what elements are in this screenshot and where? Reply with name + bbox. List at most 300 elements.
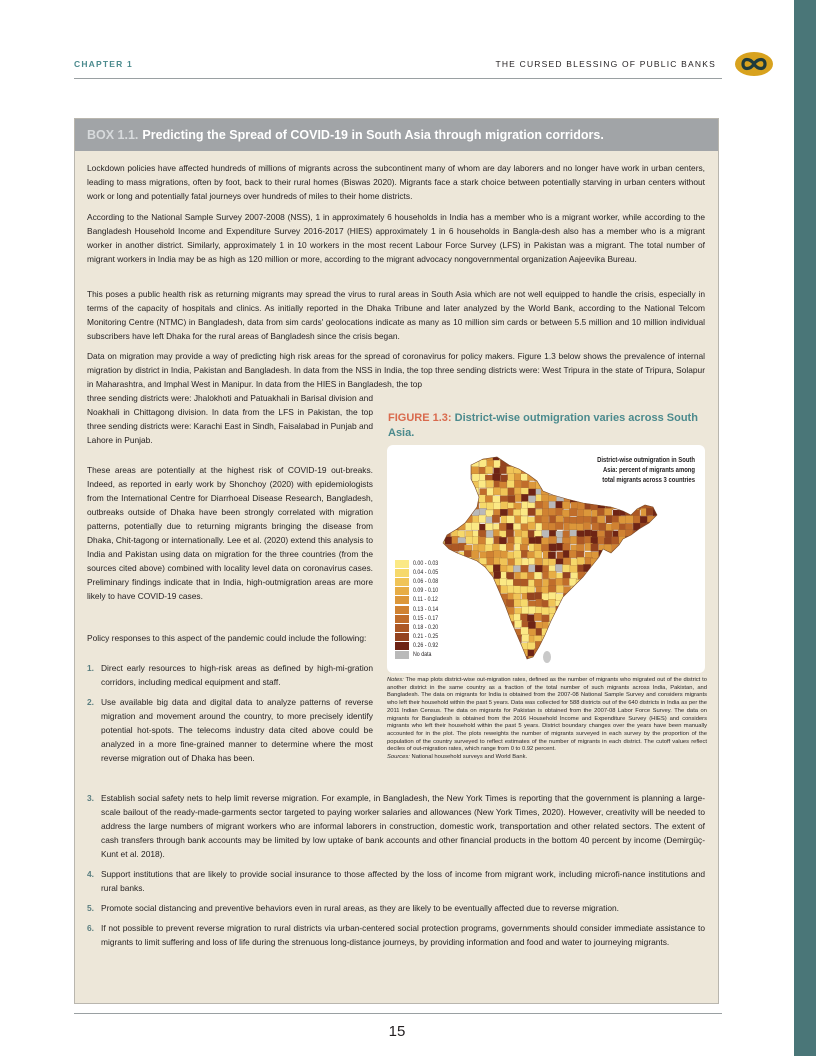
district-cell [654, 606, 662, 614]
district-cell [548, 473, 556, 481]
district-cell [501, 502, 509, 510]
district-cell [478, 537, 486, 545]
legend-swatch [395, 651, 409, 659]
district-cell [521, 579, 529, 587]
district-cell [542, 466, 550, 474]
district-cell [465, 572, 473, 580]
district-cell [604, 566, 612, 574]
district-cell [549, 579, 557, 587]
district-cell [661, 572, 669, 580]
district-cell [639, 648, 647, 656]
district-cell [612, 662, 620, 670]
district-cell [486, 656, 494, 664]
district-cell [592, 592, 600, 600]
district-cell [597, 614, 605, 622]
district-cell [485, 545, 493, 553]
district-cell [444, 516, 452, 524]
district-cell [494, 550, 502, 558]
district-cell [598, 655, 606, 663]
district-cell [459, 496, 467, 504]
district-cell [465, 474, 473, 482]
legend-entry [395, 596, 445, 605]
district-cell [661, 580, 669, 588]
district-cell [585, 579, 593, 587]
district-cell [598, 587, 606, 595]
district-cell [542, 474, 550, 482]
district-cell [592, 607, 600, 615]
district-cell [535, 592, 543, 600]
district-cell [612, 649, 620, 657]
district-cell [618, 579, 626, 587]
district-cell [534, 613, 542, 621]
legend-label: 0.04 - 0.05 [413, 568, 439, 576]
paragraph-policy-intro: Policy responses to this aspect of the pandemic could include the following: [87, 633, 367, 643]
district-cell [521, 474, 529, 482]
district-cell [444, 622, 452, 630]
district-cell [443, 502, 451, 510]
box-title-bar [75, 119, 718, 151]
district-cell [641, 642, 649, 650]
district-cell [513, 642, 521, 650]
district-cell [619, 516, 627, 524]
district-cell [633, 523, 641, 531]
chapter-label: CHAPTER 1 [74, 59, 133, 69]
district-cell [563, 656, 571, 664]
district-cell [591, 586, 599, 594]
list-item [87, 791, 705, 861]
district-cell [619, 662, 627, 670]
district-cell [640, 657, 648, 665]
district-cell [450, 474, 458, 482]
district-cell [508, 657, 516, 665]
district-cell [521, 508, 529, 516]
district-cell [648, 621, 656, 629]
district-cell [653, 545, 661, 553]
district-cell [604, 558, 612, 566]
district-cell [464, 503, 472, 511]
district-cell [605, 489, 613, 497]
district-cell [576, 615, 584, 623]
district-cell [571, 664, 579, 672]
district-cell [507, 642, 515, 650]
district-cell [632, 503, 640, 511]
district-cell [550, 460, 558, 468]
sources-label: Sources: [387, 754, 410, 761]
district-cell [661, 559, 669, 567]
district-cell [641, 635, 649, 643]
district-cell [443, 495, 451, 503]
district-cell [569, 615, 577, 623]
district-cell [653, 592, 661, 600]
district-cell [618, 558, 626, 566]
district-cell [619, 600, 627, 608]
district-cell [542, 607, 550, 615]
district-cell [465, 516, 473, 524]
district-cell [451, 494, 459, 502]
district-cell [549, 501, 557, 509]
district-cell [473, 621, 481, 629]
district-cell [661, 537, 669, 545]
paragraph-migration-data: Data on migration may provide a way of predicting high risk areas for the spread of coronavirus for policy makers. Figure 1.3 below shows the prevalence of internal migration by district in India, Pakistan and Bangladesh. In data from the NSS in India, the top three sending districts were: West Tripura in the state of Tripura, Solapur in Maharashtra, and Imphal West in Manipur. In data from the HIES in Bangladesh, the top [87, 351, 705, 389]
district-cell [487, 502, 495, 510]
district-cell [549, 523, 557, 531]
legend-entry [395, 614, 445, 623]
district-cell [506, 543, 514, 551]
district-cell [457, 488, 465, 496]
district-cell [578, 468, 586, 476]
sources-text: National household surveys and World Bank. [411, 754, 528, 761]
district-cell [521, 565, 529, 573]
district-cell [654, 649, 662, 657]
district-cell [493, 565, 501, 573]
district-cell [632, 614, 640, 622]
list-text-3: Establish social safety nets to help limit reverse migration. For example, in Bangladesh, the New York Times is reporting that the government is planning a large-scale bailout of the ready-made-garments sector targeted to paying worker salaries and allowances (New York Times, 2020). However, creativity will be needed to address the large numbers of migrant workers who are informal laborers in construction, domestic work, transportation and other related sectors. The extent of cash transfers through bank accounts may be limited by low uptake of bank accounts and other financial products in the bottom 40 percent by income (Demirgüç-Kunt et al. 2018). [101, 793, 705, 859]
district-cell [571, 482, 579, 490]
district-cell [597, 558, 605, 566]
district-cell [556, 663, 564, 671]
district-cell [571, 488, 579, 496]
district-cell [501, 586, 509, 594]
district-cell [541, 663, 549, 671]
district-cell [542, 628, 550, 636]
district-cell [515, 558, 523, 566]
district-cell [577, 657, 585, 665]
district-cell [444, 510, 452, 518]
district-cell [444, 606, 452, 614]
district-cell [569, 608, 577, 616]
district-cell [445, 564, 453, 572]
district-cell [534, 544, 542, 552]
district-cell [507, 586, 515, 594]
district-cell [506, 599, 514, 607]
district-cell [472, 614, 480, 622]
district-cell [634, 657, 642, 665]
district-cell [570, 565, 578, 573]
list-items-narrow [87, 661, 373, 765]
district-cell [444, 641, 452, 649]
district-cell [451, 454, 459, 462]
district-cell [458, 480, 466, 488]
district-cell [564, 642, 572, 650]
district-cell [464, 550, 472, 558]
district-cell [549, 544, 557, 552]
district-cell [648, 629, 656, 637]
district-cell [647, 634, 655, 642]
narrow-column-policy [87, 631, 373, 645]
district-cell [457, 571, 465, 579]
district-cell [612, 571, 620, 579]
district-cell [570, 593, 578, 601]
district-cell [641, 544, 649, 552]
district-cell [591, 621, 599, 629]
district-cell [494, 572, 502, 580]
district-cell [562, 461, 570, 469]
notes-label: Notes: [387, 677, 404, 683]
district-cell [648, 558, 656, 566]
district-cell [605, 636, 613, 644]
district-cell [507, 480, 515, 488]
district-cell [451, 600, 459, 608]
district-cell [646, 662, 654, 670]
district-cell [480, 642, 488, 650]
district-cell [536, 664, 544, 672]
paragraph-survey: According to the National Sample Survey 2007-2008 (NSS), 1 in approximately 6 households in India has a member who is a migrant worker, while according to the Bangladesh Household Income and Expenditure Survey 2016-2017 (HIES) approximately 1 in 6 households in Bangla-desh also has a member who is a migrant worker in another district. Similarly, approximately 1 in 10 workers in the most recent Labour Force Survey (LFS) in Pakistan was a migrant. The total number of migrant workers in India may be as high as 120 million or more, according to the migrant advocacy nongovernmental organization Aajeevika Bureau. [87, 212, 705, 264]
district-cell [632, 600, 640, 608]
district-cell [542, 522, 550, 530]
district-cell [661, 621, 669, 629]
district-cell [458, 452, 466, 460]
district-cell [528, 522, 536, 530]
district-cell [627, 565, 635, 573]
district-cell [633, 558, 641, 566]
district-cell [576, 580, 584, 588]
district-cell [591, 599, 599, 607]
district-cell [612, 635, 620, 643]
district-cell [473, 608, 481, 616]
paragraph-lockdown: Lockdown policies have affected hundreds of millions of migrants across the subcontinent many of whom are day laborers and no longer have work in urban centers, leading to mass migrations, often by foot, back to their rural homes (Biswas 2020). Migrants face a stark choice between potentially starving in urban centers without work or long and potentially fatal journeys over hundreds of miles to their home districts. [87, 163, 705, 201]
district-cell [646, 544, 654, 552]
district-cell [521, 656, 529, 664]
box-title: Predicting the Spread of COVID-19 in South Asia through migration corridors. [142, 128, 604, 142]
district-cell [563, 593, 571, 601]
district-cell [472, 600, 480, 608]
district-cell [472, 593, 480, 601]
district-cell [618, 501, 626, 509]
district-cell [479, 628, 487, 636]
district-cell [591, 629, 599, 637]
notes-text: The map plots district-wise out-migration rates, defined as the number of migrants who migrated out of the district to another district in the same country as a fraction of the total number of such migrants across India, Pakistan, and Bangladesh. The data on migrants for India is obtained from the 2007-08 National Sample Survey and considers migrants who left their household within the past 5 years. Data was collected for 588 districts out of the 640 districts in India as per the 2011 Indian Census. The data on migrants for Pakistan is obtained from the 2007-08 Labor Force Survey. The data on migrants for Bangladesh is obtained from the 2016 Household Income and Expenditure Survey (HIES) and considers migrants who left their household within the past 5 years. District boundary changes over the years have been manually accounted for in the plot. The plots reweights the number of migrants surveyed in each survey by the proportion of the population of the country surveyed to reflect estimates of the number of migrants in each district. The cutoff values reflect deciles of out-migration rates, which range from 0 to 0.92 percent. [387, 677, 707, 753]
district-cell [493, 656, 501, 664]
district-cell [459, 621, 467, 629]
district-cell [457, 643, 465, 651]
list-item [87, 695, 373, 765]
district-cell [562, 473, 570, 481]
district-cell [584, 585, 592, 593]
district-cell [541, 480, 549, 488]
district-cell [619, 641, 627, 649]
district-cell [585, 601, 593, 609]
district-cell [548, 622, 556, 630]
district-cell [620, 544, 628, 552]
district-cell [500, 634, 508, 642]
box-body-data [87, 349, 705, 391]
district-cell [556, 481, 564, 489]
district-cell [445, 550, 453, 558]
district-cell [452, 460, 460, 468]
legend-label: 0.15 - 0.17 [413, 614, 439, 622]
district-cell [592, 494, 600, 502]
district-cell [521, 494, 529, 502]
district-cell [534, 572, 542, 580]
district-cell [473, 454, 481, 462]
district-cell [478, 613, 486, 621]
district-cell [458, 559, 466, 567]
district-cell [647, 615, 655, 623]
list-text: If not possible to prevent reverse migration to rural districts via urban-centered social protection programs, governments should consider immediate assistance to migrants to limit suffering and loss of life during the strenuous long-distance journeys, by providing information and food and water to journeying migrants. [101, 923, 705, 947]
district-cell [444, 657, 452, 665]
district-cell [646, 508, 654, 516]
district-cell [576, 642, 584, 650]
district-cell [535, 565, 543, 573]
district-cell [578, 607, 586, 615]
district-cell [597, 494, 605, 502]
district-cell [457, 467, 465, 475]
district-cell [633, 662, 641, 670]
district-cell [606, 649, 614, 657]
legend-label: 0.11 - 0.12 [413, 596, 438, 604]
district-cell [590, 655, 598, 663]
district-cell [598, 634, 606, 642]
district-cell [655, 629, 663, 637]
district-cell [583, 607, 591, 615]
district-cell [459, 460, 467, 468]
figure-notes [387, 677, 707, 762]
district-cell [541, 538, 549, 546]
box-label: BOX 1.1. [87, 128, 139, 142]
district-cell [641, 573, 649, 581]
district-cell [563, 488, 571, 496]
district-cell [632, 489, 640, 497]
district-cell [471, 641, 479, 649]
district-cell [486, 585, 494, 593]
district-cell [563, 544, 571, 552]
district-cell [654, 558, 662, 566]
district-cell [612, 600, 620, 608]
district-cell [486, 510, 494, 518]
district-cell [640, 565, 648, 573]
district-cell [499, 614, 507, 622]
district-cell [661, 530, 669, 538]
district-cell [653, 663, 661, 671]
district-cell [465, 600, 473, 608]
district-cell [507, 621, 515, 629]
district-cell [479, 573, 487, 581]
district-cell [520, 586, 528, 594]
district-cell [612, 607, 620, 615]
district-cell [480, 608, 488, 616]
district-cell [506, 466, 514, 474]
district-cell [542, 643, 550, 651]
district-cell [480, 655, 488, 663]
district-cell [514, 536, 522, 544]
district-cell [641, 529, 649, 537]
district-cell [506, 454, 514, 462]
legend-entry [395, 568, 445, 577]
district-cell [660, 494, 668, 502]
district-cell [534, 649, 542, 657]
district-cell [585, 494, 593, 502]
district-cell [655, 523, 663, 531]
district-cell [634, 550, 642, 558]
district-cell [577, 537, 585, 545]
district-cell [436, 530, 444, 538]
book-title: THE CURSED BLESSING OF PUBLIC BANKS [495, 59, 716, 69]
district-cell [564, 454, 572, 462]
district-cell [506, 629, 514, 637]
district-cell [584, 488, 592, 496]
district-cell [466, 643, 474, 651]
district-cell [577, 544, 585, 552]
district-cell [661, 628, 669, 636]
district-cell [626, 558, 634, 566]
district-cell [633, 516, 641, 524]
district-cell [583, 614, 591, 622]
district-cell [556, 475, 564, 483]
district-cell [507, 635, 515, 643]
district-cell [577, 557, 585, 565]
district-cell [465, 579, 473, 587]
district-cell [487, 664, 495, 672]
district-cell [598, 650, 606, 658]
district-cell [583, 480, 591, 488]
list-item [87, 867, 705, 895]
district-cell [598, 629, 606, 637]
legend-label: 0.13 - 0.14 [413, 605, 439, 613]
district-cell [465, 585, 473, 593]
district-cell [577, 481, 585, 489]
district-cell [452, 663, 460, 671]
district-cell [459, 656, 467, 664]
district-cell [480, 592, 488, 600]
district-cell [437, 536, 445, 544]
district-cell [548, 571, 556, 579]
district-cell [493, 487, 501, 495]
district-cell [661, 662, 669, 670]
district-cell [479, 662, 487, 670]
district-cell [646, 594, 654, 602]
district-cell [473, 571, 481, 579]
district-cell [464, 496, 472, 504]
district-cell [611, 656, 619, 664]
district-cell [577, 460, 585, 468]
district-cell [444, 460, 452, 468]
legend-swatch [395, 578, 409, 586]
side-color-strip [794, 0, 816, 1056]
district-cell [578, 495, 586, 503]
district-cell [577, 628, 585, 636]
list-number: 3. [87, 793, 94, 803]
district-cell [465, 663, 473, 671]
district-cell [632, 565, 640, 573]
district-cell [627, 635, 635, 643]
district-cell [648, 487, 656, 495]
district-cell [591, 579, 599, 587]
district-cell [486, 538, 494, 546]
district-cell [485, 621, 493, 629]
district-cell [661, 594, 669, 602]
district-cell [464, 635, 472, 643]
district-cell [513, 565, 521, 573]
district-cell [443, 586, 451, 594]
district-cell [493, 496, 501, 504]
district-cell [458, 635, 466, 643]
district-cell [661, 508, 669, 516]
district-cell [647, 650, 655, 658]
district-cell [451, 628, 459, 636]
district-cell [478, 544, 486, 552]
district-cell [599, 572, 607, 580]
district-cell [584, 621, 592, 629]
district-cell [557, 614, 565, 622]
district-cell [577, 664, 585, 672]
district-cell [444, 489, 452, 497]
district-cell [465, 613, 473, 621]
district-cell [514, 480, 522, 488]
district-cell [472, 628, 480, 636]
district-cell [450, 615, 458, 623]
legend-label: 0.00 - 0.03 [413, 559, 439, 567]
district-cell [576, 587, 584, 595]
